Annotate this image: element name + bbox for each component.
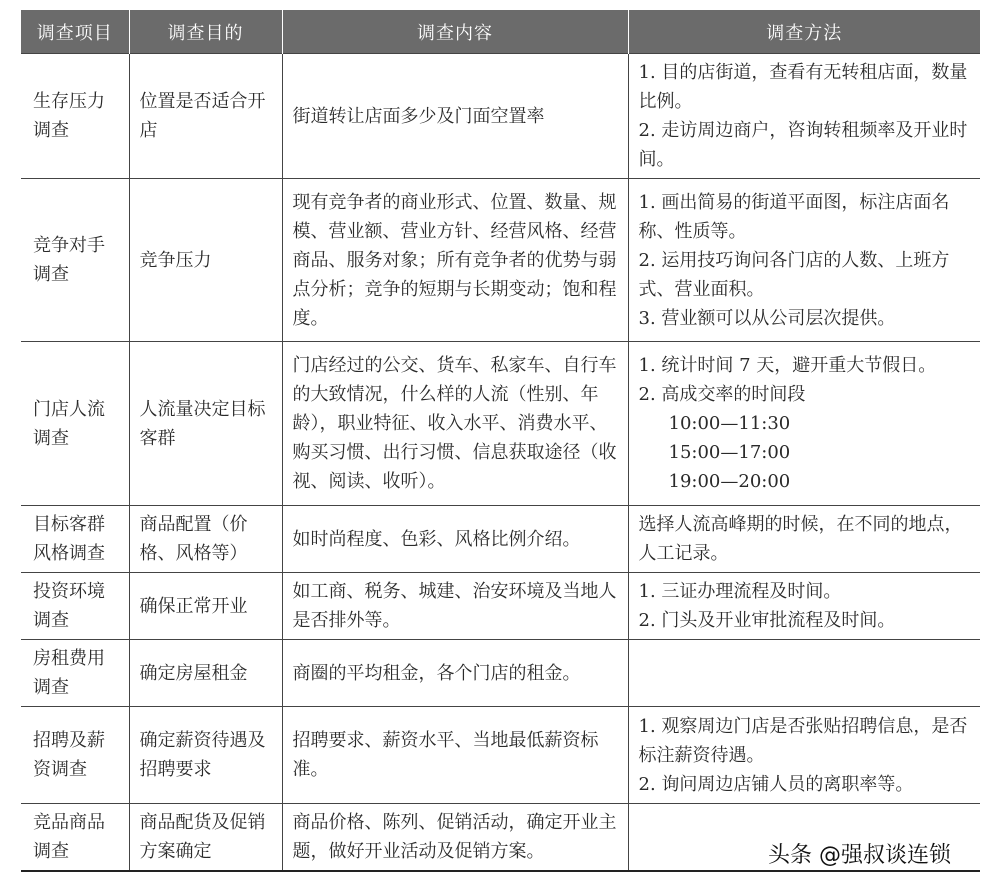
table-row	[21, 54, 980, 179]
cell-method	[628, 506, 980, 573]
cell-purpose: 位置是否适合开店	[129, 54, 282, 179]
cell-item: 房租费用调查	[21, 640, 129, 707]
table-row	[21, 506, 980, 573]
cell-method	[628, 179, 980, 342]
cell-purpose: 人流量决定目标客群	[129, 342, 282, 506]
table-row	[21, 640, 980, 707]
watermark: 头条 @强叔谈连锁	[768, 843, 951, 868]
cell-method	[628, 573, 980, 640]
cell-purpose: 商品配置（价格、风格等）	[129, 506, 282, 573]
method-line: 2. 门头及开业审批流程及时间。	[638, 610, 896, 631]
header-content: 调查内容	[282, 10, 628, 54]
time-slot: 15:00—17:00	[668, 442, 791, 463]
header-item: 调查项目	[21, 10, 129, 54]
cell-purpose: 确定薪资待遇及招聘要求	[129, 707, 282, 804]
method-line: 2. 走访周边商户，咨询转租频率及开业时间。	[638, 120, 968, 170]
method-line: 2. 运用技巧询问各门店的人数、上班方式、营业面积。	[638, 249, 950, 300]
header-method: 调查方法	[628, 10, 980, 54]
method-line: 2. 高成交率的时间段	[638, 384, 806, 405]
cell-purpose: 确定房屋租金	[129, 640, 282, 707]
cell-content: 现有竞争者的商业形式、位置、数量、规模、营业额、营业方针、经营风格、经营商品、服务对象；所有竞争者的优势与弱点分析；竞争的短期与长期变动；饱和程度。	[282, 179, 628, 342]
table-row	[21, 573, 980, 640]
cell-content: 招聘要求、薪资水平、当地最低薪资标准。	[282, 707, 628, 804]
survey-table	[21, 10, 980, 872]
cell-content: 街道转让店面多少及门面空置率	[282, 54, 628, 179]
cell-method	[628, 342, 980, 506]
cell-purpose: 商品配货及促销方案确定	[129, 804, 282, 872]
table-row	[21, 179, 980, 342]
table-row	[21, 707, 980, 804]
method-line: 1. 三证办理流程及时间。	[638, 581, 842, 602]
method-line: 3. 营业额可以从公司层次提供。	[638, 307, 896, 329]
cell-content: 商圈的平均租金，各个门店的租金。	[282, 640, 628, 707]
time-slot: 19:00—20:00	[668, 471, 791, 492]
method-line: 选择人流高峰期的时候，在不同的地点，人工记录。	[638, 514, 963, 564]
cell-content: 如时尚程度、色彩、风格比例介绍。	[282, 506, 628, 573]
cell-item: 投资环境调查	[21, 573, 129, 640]
table-row	[21, 342, 980, 506]
cell-content: 门店经过的公交、货车、私家车、自行车的大致情况，什么样的人流（性别、年龄），职业特征、收入水平、消费水平、购买习惯、出行习惯、信息获取途径（收视、阅读、收听）。	[282, 342, 628, 506]
header-purpose: 调查目的	[129, 10, 282, 54]
cell-method	[628, 640, 980, 707]
method-line: 1. 画出简易的街道平面图，标注店面名称、性质等。	[638, 191, 950, 242]
method-line: 1. 目的店街道，查看有无转租店面，数量比例。	[638, 62, 968, 112]
cell-purpose: 确保正常开业	[129, 573, 282, 640]
cell-item: 目标客群风格调查	[21, 506, 129, 573]
time-slot: 10:00—11:30	[668, 413, 791, 434]
cell-method	[628, 54, 980, 179]
cell-purpose: 竞争压力	[129, 179, 282, 342]
cell-item: 招聘及薪资调查	[21, 707, 129, 804]
header-row	[21, 10, 980, 54]
cell-item: 门店人流调查	[21, 342, 129, 506]
cell-item: 竞品商品调查	[21, 804, 129, 872]
cell-method	[628, 707, 980, 804]
method-line: 2. 询问周边店铺人员的离职率等。	[638, 773, 914, 795]
cell-item: 生存压力调查	[21, 54, 129, 179]
method-line: 1. 统计时间 7 天，避开重大节假日。	[638, 355, 937, 376]
method-line: 1. 观察周边门店是否张贴招聘信息，是否标注薪资待遇。	[638, 715, 968, 766]
cell-content: 如工商、税务、城建、治安环境及当地人是否排外等。	[282, 573, 628, 640]
cell-content: 商品价格、陈列、促销活动，确定开业主题，做好开业活动及促销方案。	[282, 804, 628, 872]
cell-item: 竞争对手调查	[21, 179, 129, 342]
